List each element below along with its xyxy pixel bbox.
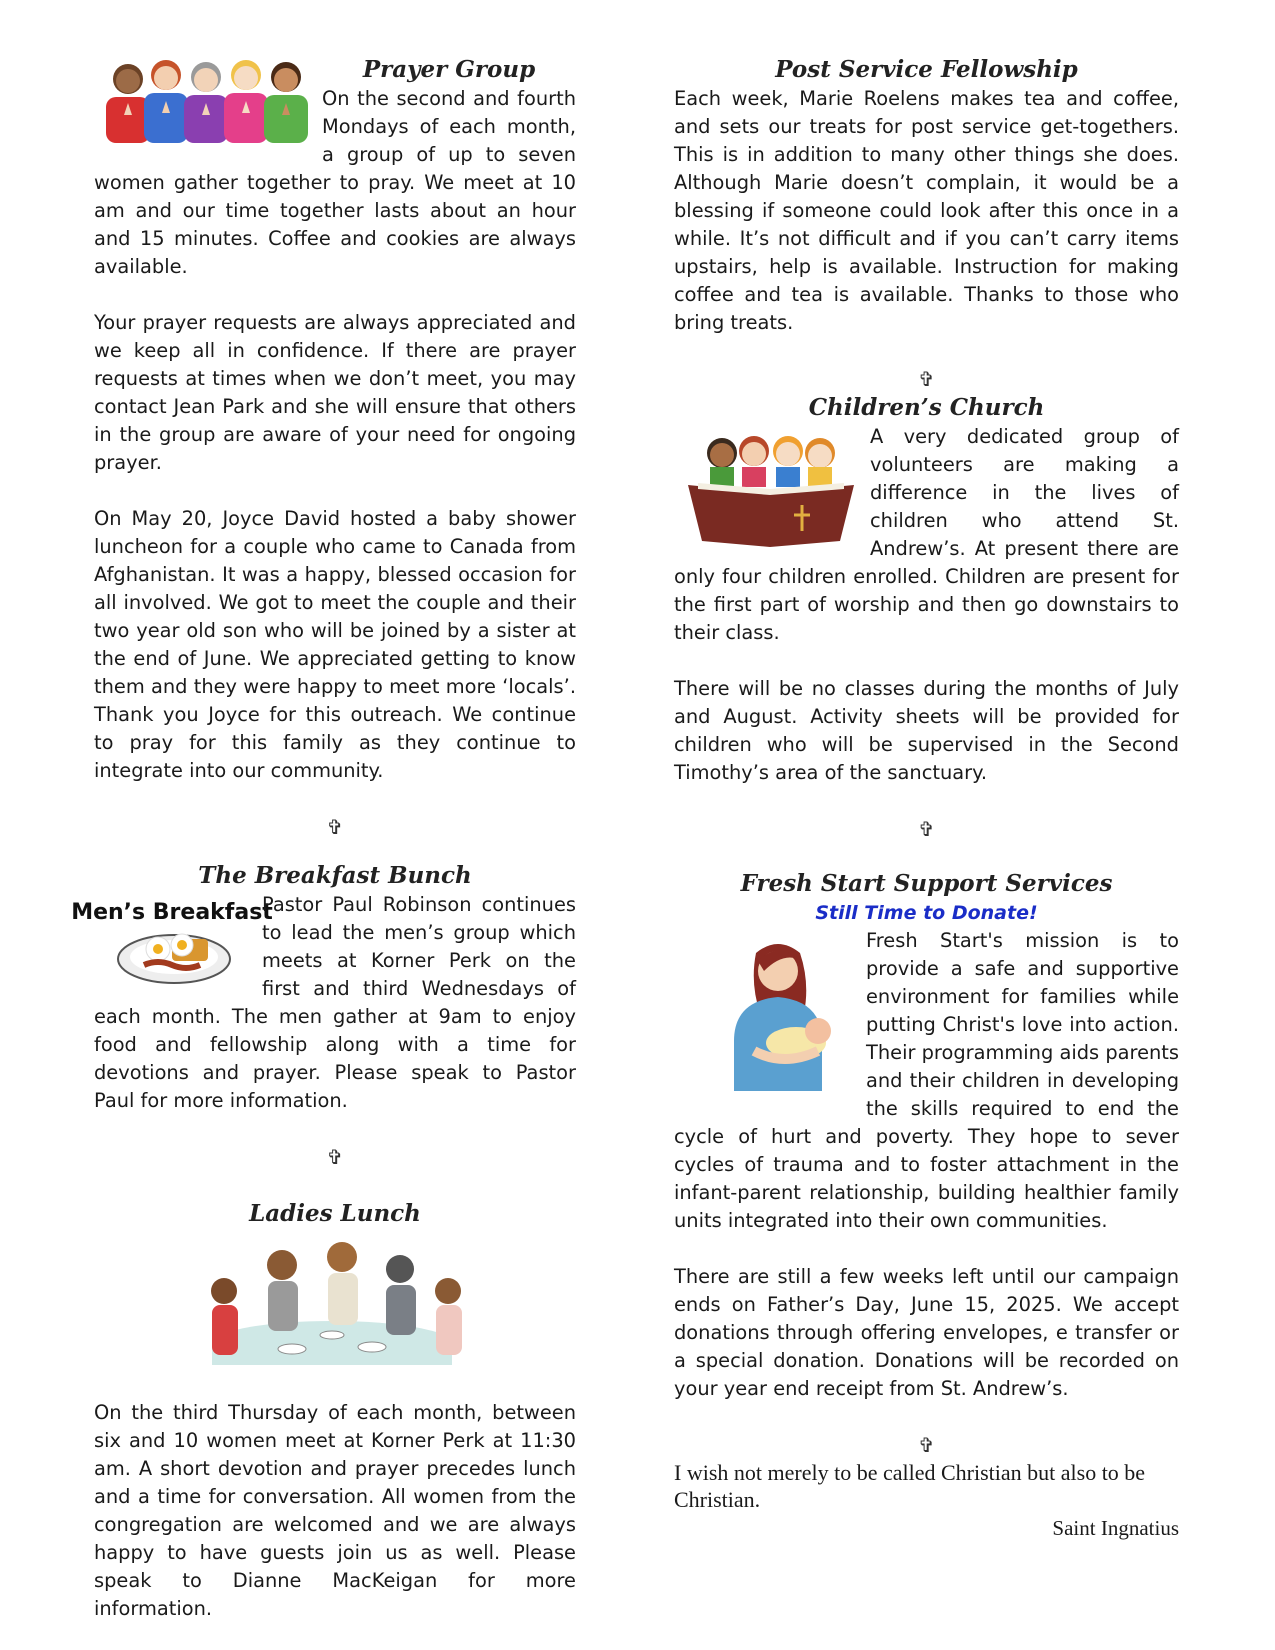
prayer-group-paragraph-3: On May 20, Joyce David hosted a baby shower luncheon for a couple who came to Canada from Afghanistan. It was a happy, blessed occasion for all involved. We got to meet the couple and their two year old son who will be joined by a sister at the end of June. We appreciated getting to know them and they were happy to meet more ‘locals’. Thank you Joyce for this outreach. We continue to pray for this family as they continue to integrate into our community. — [94, 507, 576, 782]
ladies-lunch-illustration — [182, 1239, 472, 1365]
fresh-start-section — [674, 869, 1179, 1403]
fresh-start-paragraph-1: Fresh Start's mission is to provide a safe and supportive environment for families while putting Christ's love into action. Their programming aids parents and their children in developing the skills required to end the cycle of hurt and poverty. They hope to sever cycles of trauma and to foster attachment in the infant-parent relationship, building healthier family units integrated into their own communities. — [674, 929, 1179, 1232]
fellowship-heading: Post Service Fellowship — [775, 56, 1078, 83]
cross-icon: ✞ — [326, 1145, 344, 1169]
quote-section — [674, 1459, 1179, 1543]
ladies-lunch-section — [94, 1199, 576, 1623]
breakfast-bunch-paragraph: Pastor Paul Robinson continues to lead the men’s group which meets at Korner Perk on the first and third Wednesdays of each month. The men gather at 9am to enjoy food and fellowship along with a time for devotions and prayer. Please speak to Pastor Paul for more information. — [94, 893, 576, 1112]
quote-text: I wish not merely to be called Christian but also to be Christian. — [674, 1460, 1146, 1512]
prayer-group-section — [94, 55, 576, 785]
donate-note: Still Time to Donate! — [815, 902, 1038, 924]
cross-icon: ✞ — [326, 815, 344, 839]
post-service-fellowship-section — [674, 55, 1179, 337]
prayer-group-paragraph-2: Your prayer requests are always appreciated and we keep all in confidence. If there are prayer requests at times when we don’t meet, you may contact Jean Park and she will ensure that others in the group are aware of your need for ongoing prayer. — [94, 311, 576, 474]
childrens-church-paragraph-2: There will be no classes during the months of July and August. Activity sheets will be provided for children who will be supervised in the Second Timothy’s area of the sanctuary. — [674, 677, 1179, 784]
ladies-lunch-heading: Ladies Lunch — [249, 1200, 421, 1227]
prayer-group-heading: Prayer Group — [362, 56, 536, 83]
right-column — [674, 55, 1179, 1543]
quote-author: Saint Ingnatius — [1052, 1516, 1179, 1540]
prayer-group-paragraph-1: On the second and fourth Mondays of each month, a group of up to seven women gather together to pray. We meet at 10 am and our time together lasts about an hour and 15 minutes. Coffee and cookies are always available. — [94, 87, 576, 278]
cross-icon: ✞ — [918, 1433, 935, 1457]
fresh-start-paragraph-2: There are still a few weeks left until our campaign ends on Father’s Day, June 15, 2025. We accept donations through offering envelopes, e transfer or a special donation. Donations will be recorded on your year end receipt from St. Andrew’s. — [674, 1265, 1179, 1400]
children-reading-bible-illustration — [684, 423, 858, 549]
fellowship-paragraph: Each week, Marie Roelens makes tea and coffee, and sets our treats for post service get-togethers. This is in addition to many other things she does. Although Marie doesn’t complain, it would be a blessing if someone could look after this once in a while. It’s not difficult and if you can’t carry items upstairs, help is available. Instruction for making coffee and tea is available. Thanks to those who bring treats. — [674, 87, 1179, 334]
childrens-church-section — [674, 393, 1179, 787]
breakfast-bunch-heading: The Breakfast Bunch — [198, 862, 472, 889]
cross-icon: ✞ — [918, 367, 935, 391]
left-column — [71, 55, 576, 1623]
childrens-church-heading: Children’s Church — [808, 394, 1045, 421]
fresh-start-heading: Fresh Start Support Services — [740, 870, 1113, 897]
ladies-lunch-paragraph: On the third Thursday of each month, between six and 10 women meet at Korner Perk at 11:30 am. A short devotion and prayer precedes lunch and a time for conversation. All women from the congregation are welcomed and we are always happy to have guests join us as well. Please speak to Dianne MacKeigan for more information. — [94, 1401, 576, 1620]
praying-women-illustration — [104, 53, 312, 145]
mother-holding-baby-illustration — [684, 931, 858, 1099]
breakfast-bunch-section — [71, 861, 576, 1115]
childrens-church-paragraph-1: A very dedicated group of volunteers are making a difference in the lives of children who attend St. Andrew’s. At present there are only four children enrolled. Children are present for the first part of worship and then go downstairs to their class. — [674, 425, 1179, 644]
cross-icon: ✞ — [918, 817, 935, 841]
mens-breakfast-logo — [71, 891, 273, 987]
mens-breakfast-logo-text: Men’s Breakfast — [71, 900, 273, 925]
